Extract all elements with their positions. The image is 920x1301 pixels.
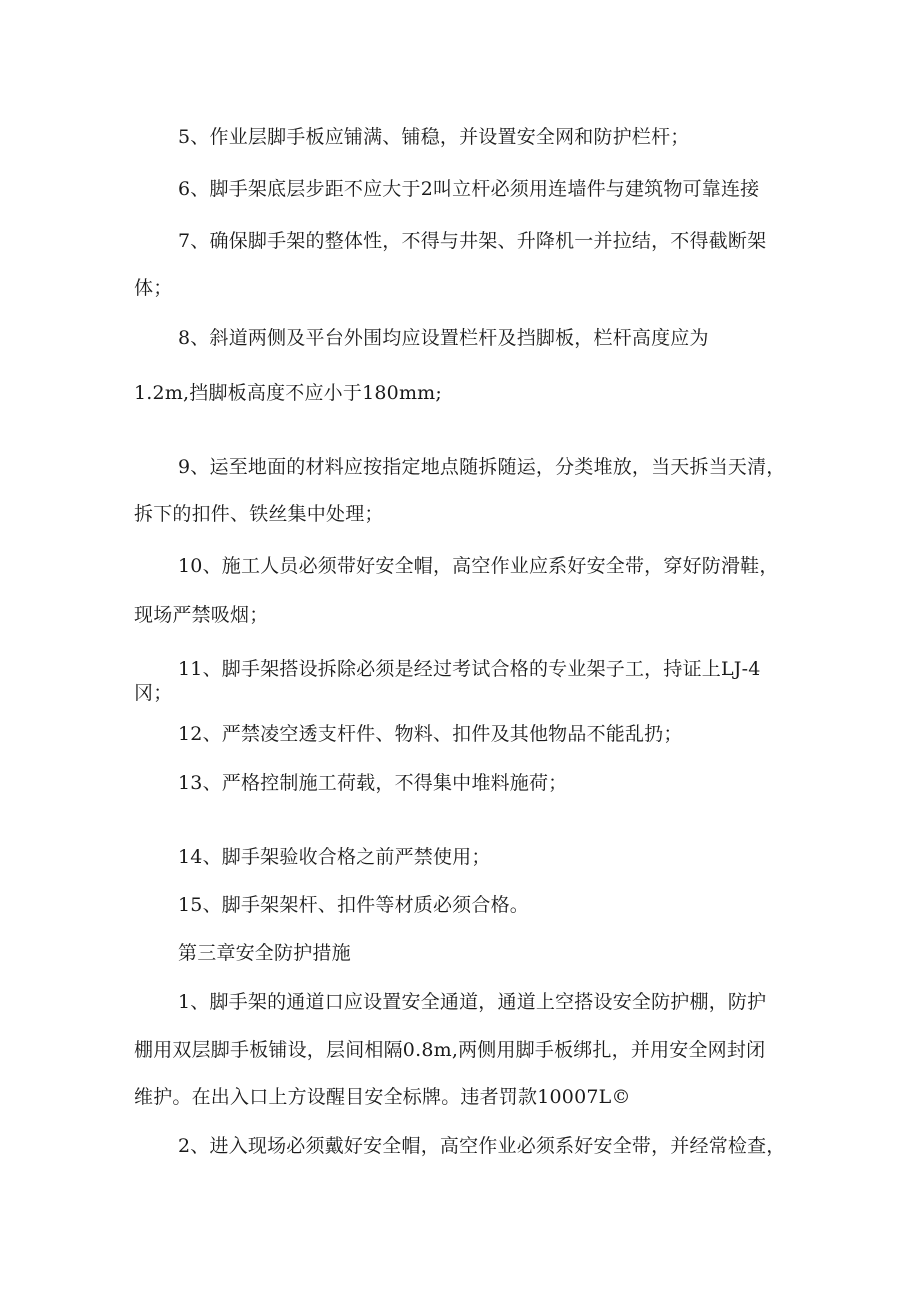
text-line: 9、运至地面的材料应按指定地点随拆随运，分类堆放，当天拆当天清， <box>178 456 786 478</box>
text-line: 14、脚手架验收合格之前严禁使用； <box>178 846 491 868</box>
text-line: 15、脚手架架杆、扣件等材质必须合格。 <box>178 894 529 916</box>
text-line: 10、施工人员必须带好安全帽，高空作业应系好安全带，穿好防滑鞋， <box>178 555 779 577</box>
text-line: 拆下的扣件、铁丝集中处理； <box>134 503 384 525</box>
text-line: 2、进入现场必须戴好安全帽，高空作业必须系好安全带，并经常检查， <box>178 1135 786 1157</box>
text-line: 8、斜道两侧及平台外围均应设置栏杆及挡脚板，栏杆高度应为 <box>178 327 709 349</box>
text-line: 棚用双层脚手板铺设，层间相隔0.8m,两侧用脚手板绑扎，并用安全网封闭 <box>134 1039 766 1061</box>
text-line: 冈； <box>134 682 173 704</box>
text-line: 1.2m,挡脚板高度不应小于180mm; <box>134 382 442 404</box>
text-line: 6、脚手架底层步距不应大于2叫立杆必须用连墙件与建筑物可靠连接 <box>178 178 760 200</box>
text-line: 12、严禁凌空透支杆件、物料、扣件及其他物品不能乱扔； <box>178 723 683 745</box>
text-line: 11、脚手架搭设拆除必须是经过考试合格的专业架子工，持证上LJ-4 <box>178 658 761 680</box>
section-heading: 第三章安全防护措施 <box>178 942 351 964</box>
text-line: 体； <box>134 277 173 299</box>
text-line: 13、严格控制施工荷载，不得集中堆料施荷； <box>178 772 568 794</box>
text-line: 7、确保脚手架的整体性，不得与井架、升降机一并拉结，不得截断架 <box>178 230 767 252</box>
text-line: 1、脚手架的通道口应设置安全通道，通道上空搭设安全防护棚，防护 <box>178 991 767 1013</box>
text-line: 现场严禁吸烟； <box>134 604 269 626</box>
text-line: 5、作业层脚手板应铺满、铺稳，并设置安全网和防护栏杆； <box>178 126 690 148</box>
text-line: 维护。在出入口上方设醒目安全标牌。违者罚款10007L© <box>134 1086 631 1108</box>
